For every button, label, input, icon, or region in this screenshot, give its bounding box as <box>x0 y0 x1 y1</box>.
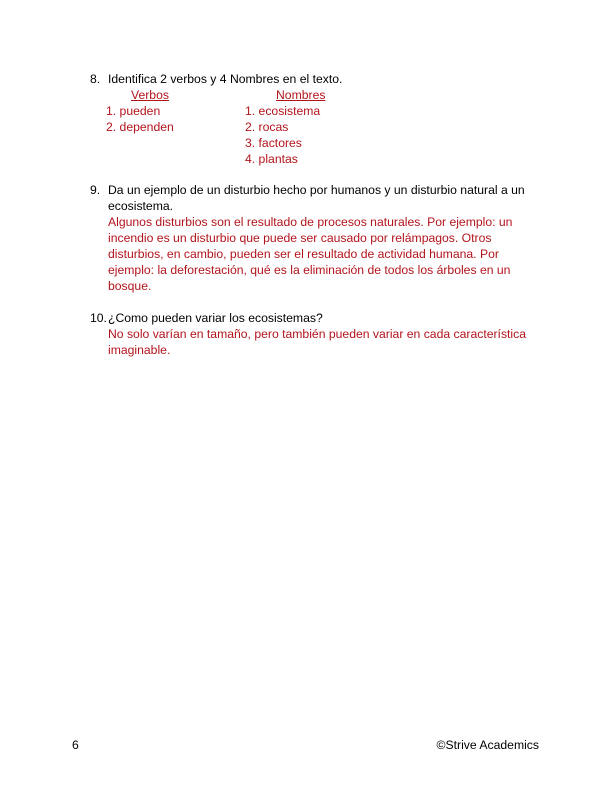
noun-item: 2. rocas <box>245 120 289 134</box>
answer-line: No solo varían en tamaño, pero también pueden variar en cada característica <box>108 327 526 341</box>
answer-line: disturbios, en cambio, pueden ser el resultado de actividad humana. Por <box>108 247 499 261</box>
verbs-header: Verbos <box>131 88 169 102</box>
question-prompt-line: ecosistema. <box>108 199 174 213</box>
answer-line: incendio es un disturbio que puede ser causado por relámpagos. Otros <box>108 231 492 245</box>
question-prompt-line: Da un ejemplo de un disturbio hecho por humanos y un disturbio natural a un <box>108 183 525 197</box>
verb-item: 1. pueden <box>106 104 161 118</box>
answer-line: bosque. <box>108 279 152 293</box>
answer-line: imaginable. <box>108 343 171 357</box>
noun-item: 3. factores <box>245 136 302 150</box>
noun-item: 4. plantas <box>245 152 298 166</box>
question-number: 8. <box>90 72 101 86</box>
question-prompt: Identifica 2 verbos y 4 Nombres en el texto. <box>108 72 343 86</box>
question-number: 10. <box>90 311 107 325</box>
question-prompt: ¿Como pueden variar los ecosistemas? <box>108 311 323 325</box>
question-number: 9. <box>90 183 101 197</box>
noun-item: 1. ecosistema <box>245 104 321 118</box>
verb-item: 2. dependen <box>106 120 174 134</box>
nouns-header: Nombres <box>276 88 326 102</box>
answer-line: Algunos disturbios son el resultado de procesos naturales. Por ejemplo: un <box>108 215 513 229</box>
copyright-notice: ©Strive Academics <box>436 738 539 752</box>
page-number: 6 <box>72 738 79 752</box>
answer-line: ejemplo: la deforestación, qué es la eliminación de todos los árboles en un <box>108 263 511 277</box>
